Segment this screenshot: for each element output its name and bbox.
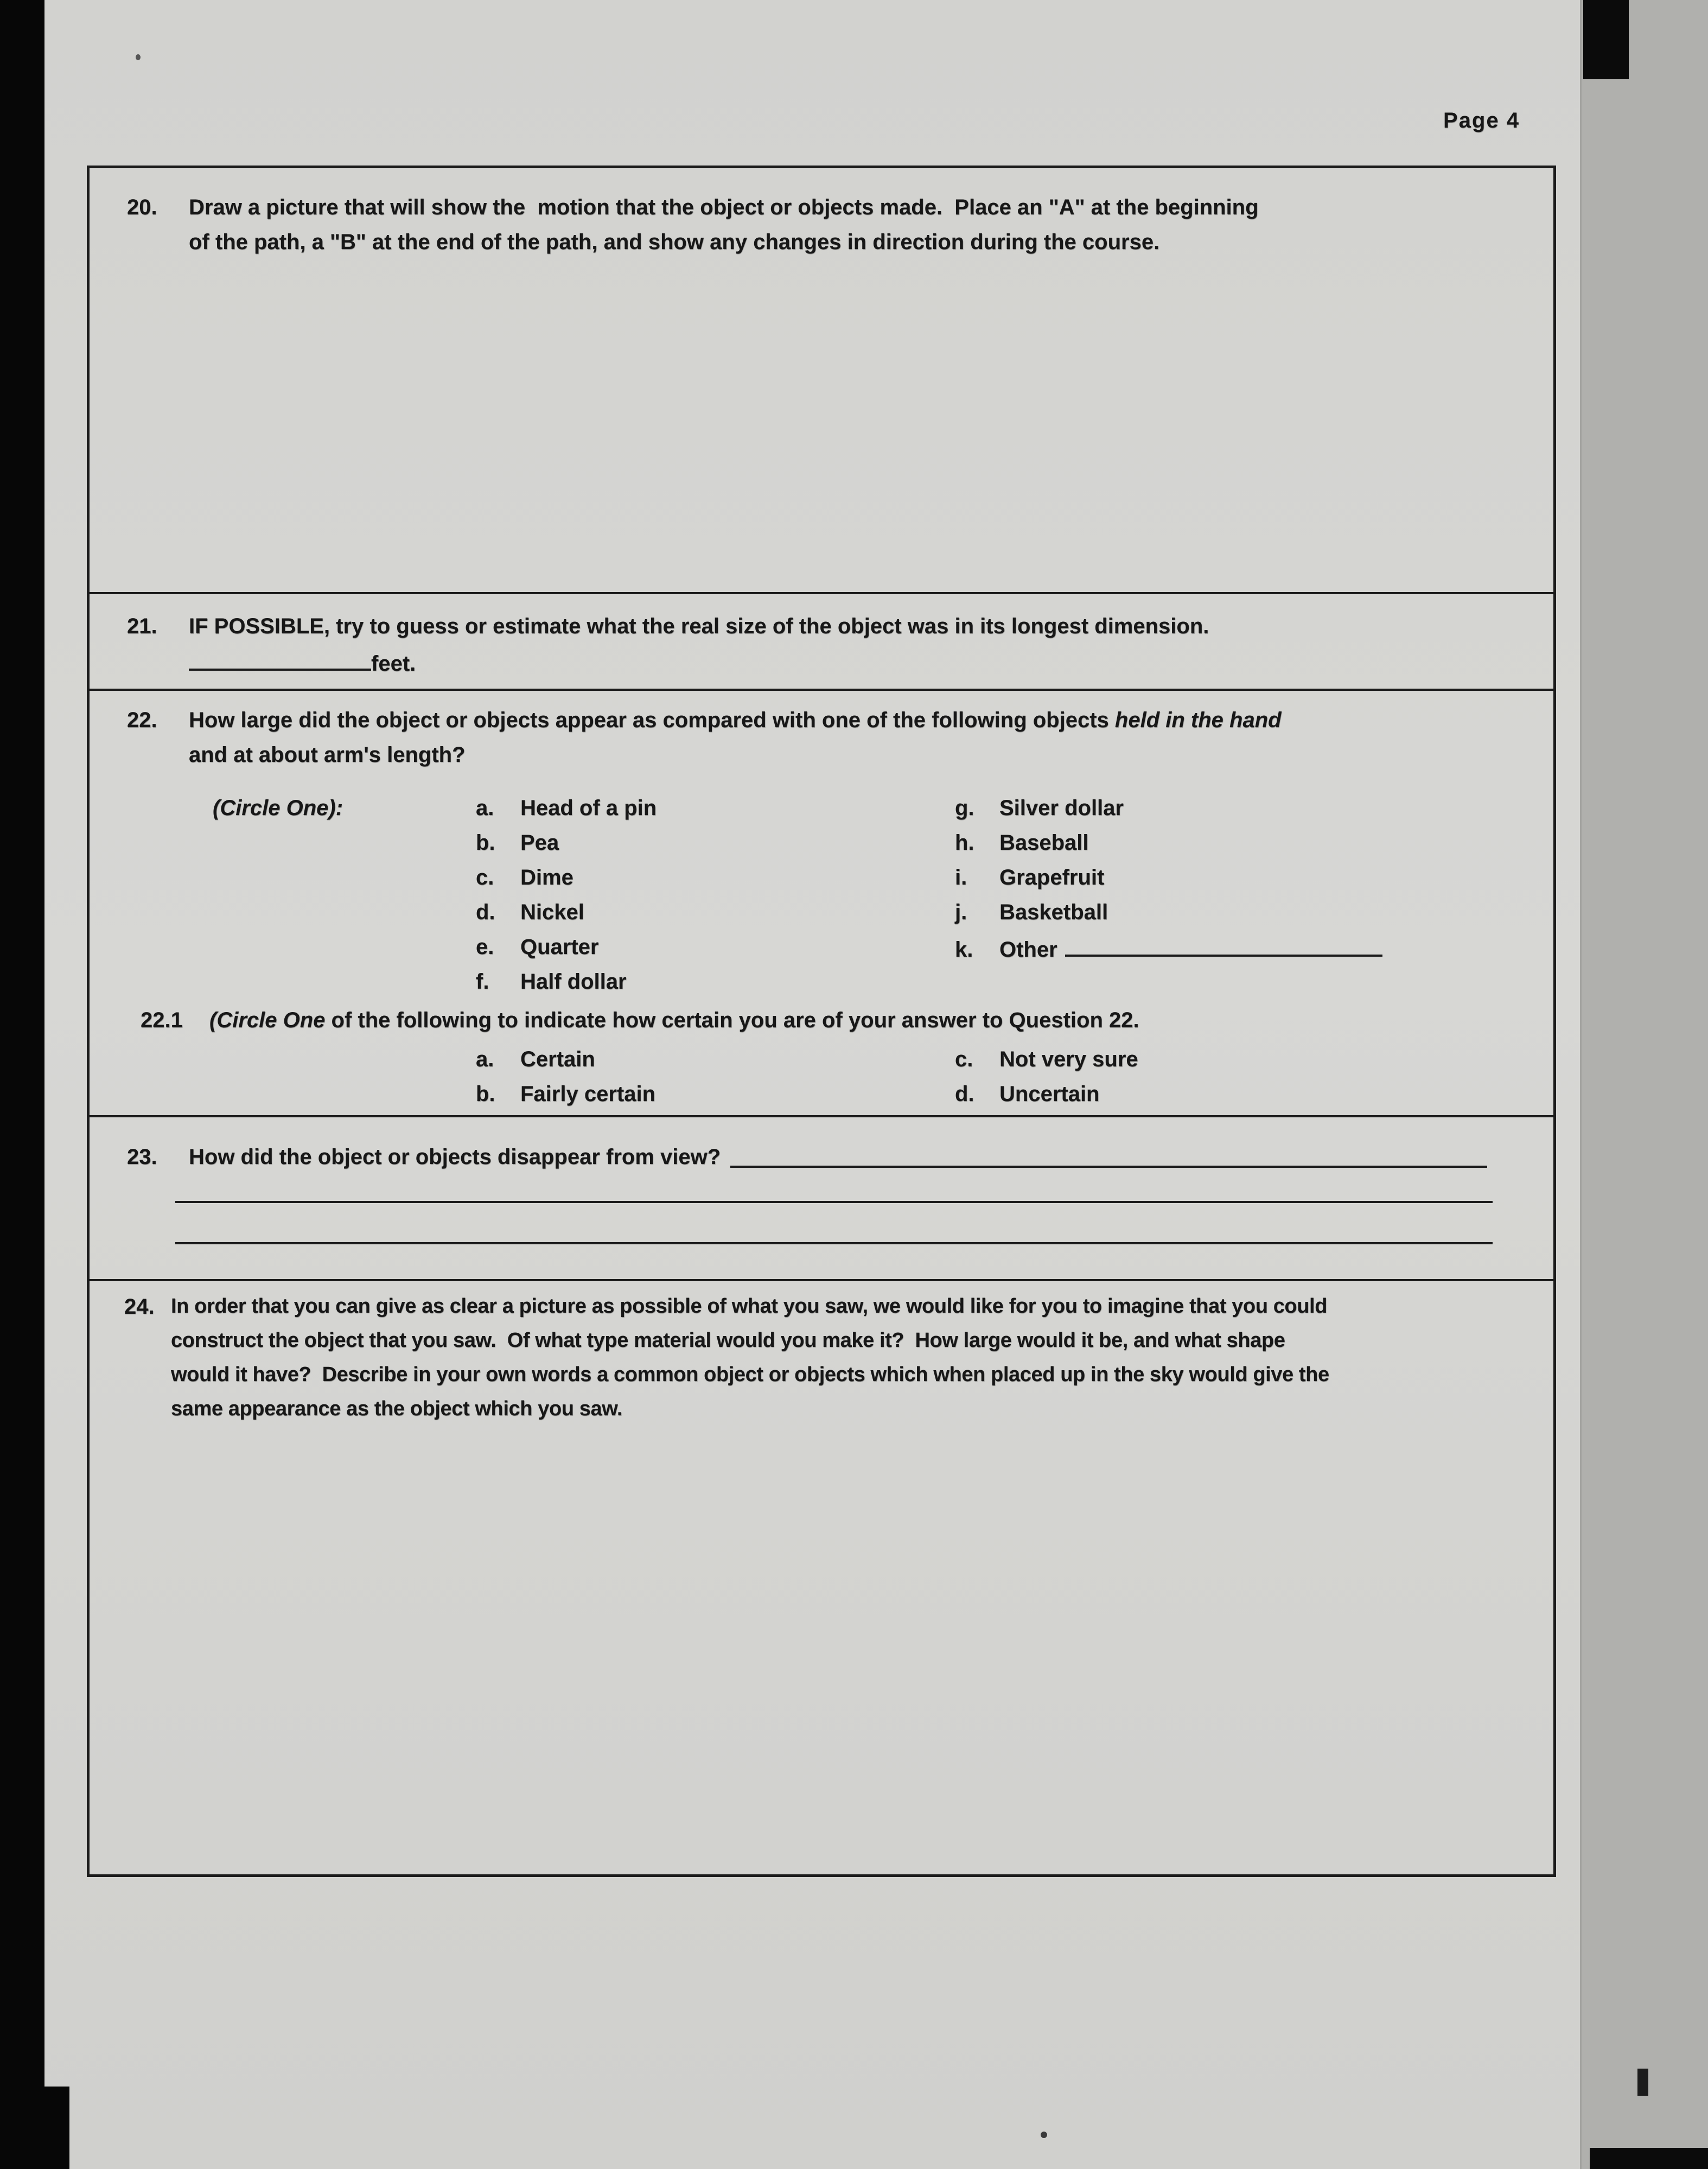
scan-artifact <box>136 54 141 60</box>
held-in-hand-italic: held in the hand <box>1114 708 1282 732</box>
answer-line-3 <box>175 1242 1493 1244</box>
feet-suffix: feet. <box>371 652 416 676</box>
option-certain: a. Certain <box>476 1047 595 1071</box>
question-21-text: IF POSSIBLE, try to guess or estimate what the real size of the object was in its longest dimension. feet. <box>189 614 1209 676</box>
section-divider <box>88 1279 1555 1281</box>
question-22-number: 22. <box>127 708 157 732</box>
section-divider <box>88 689 1555 691</box>
q22-1-options-c-d <box>955 1042 1138 1111</box>
document-page <box>44 0 1580 2169</box>
scan-artifact <box>1590 2148 1708 2169</box>
option-d: d. Nickel <box>476 900 584 924</box>
size-answer-blank <box>189 644 371 671</box>
section-divider <box>88 1115 1555 1117</box>
option-a: a. Head of a pin <box>476 796 657 820</box>
option-i: i. Grapefruit <box>955 866 1105 889</box>
question-23 <box>127 1140 1487 1174</box>
scan-artifact <box>1637 2069 1648 2096</box>
question-20 <box>127 190 1510 259</box>
question-24-number: 24. <box>124 1295 155 1319</box>
question-21-number: 21. <box>127 614 157 638</box>
question-22-1-text: (Circle One of the following to indicate how certain you are of your answer to Question 22. <box>209 1008 1139 1032</box>
answer-line-2 <box>175 1201 1493 1203</box>
question-22-text: How large did the object or objects appear as compared with one of the following objects held in the hand and at about arm's length? <box>189 708 1282 767</box>
question-22-1-number: 22.1 <box>141 1008 183 1032</box>
option-e: e. Quarter <box>476 935 599 959</box>
question-23-text: How did the object or objects disappear from view? <box>189 1145 721 1169</box>
scan-artifact <box>1041 2132 1047 2138</box>
question-23-number: 23. <box>127 1145 157 1169</box>
answer-line-1 <box>730 1140 1487 1168</box>
option-g: g. Silver dollar <box>955 796 1124 820</box>
scan-margin-right <box>1580 0 1708 2169</box>
question-20-text: Draw a picture that will show the motion that the object or objects made. Place an "A" at the beginning of the path, a "B" at the end of the path, and show any changes in direction during the course. <box>189 195 1259 254</box>
page-number-label: Page 4 <box>1443 109 1520 132</box>
option-fairly-certain: b. Fairly certain <box>476 1082 656 1106</box>
question-21 <box>127 609 1510 681</box>
circle-one-label: (Circle One): <box>213 796 343 820</box>
option-not-very-sure: c. Not very sure <box>955 1047 1138 1071</box>
q22-options-g-k <box>955 791 1382 967</box>
option-h: h. Baseball <box>955 831 1089 855</box>
scan-edge-left <box>0 0 44 2169</box>
option-c: c. Dime <box>476 866 573 889</box>
section-divider <box>88 592 1555 594</box>
q22-options-a-f <box>476 791 657 999</box>
scan-artifact <box>1583 0 1629 79</box>
q22-1-options-a-b <box>476 1042 655 1111</box>
option-uncertain: d. Uncertain <box>955 1082 1100 1106</box>
option-j: j. Basketball <box>955 900 1108 924</box>
other-answer-blank <box>1065 930 1382 957</box>
question-20-number: 20. <box>127 195 157 219</box>
option-k: k. Other <box>955 930 1382 967</box>
question-22 <box>127 703 1510 772</box>
question-24 <box>124 1289 1524 1426</box>
question-22-1 <box>141 1003 1499 1038</box>
form-outline-box <box>87 166 1556 1877</box>
scan-artifact <box>0 2087 69 2169</box>
option-f: f. Half dollar <box>476 970 627 994</box>
option-b: b. Pea <box>476 831 559 855</box>
question-24-text: In order that you can give as clear a picture as possible of what you saw, we would like for you to imagine that you could construct the object that you saw. Of what type material would you make it? How large would it be, and what shape would it have? Describe in your own words a common object or objects which when placed up in the sky would give the same appearance as the object which you saw. <box>171 1295 1329 1420</box>
